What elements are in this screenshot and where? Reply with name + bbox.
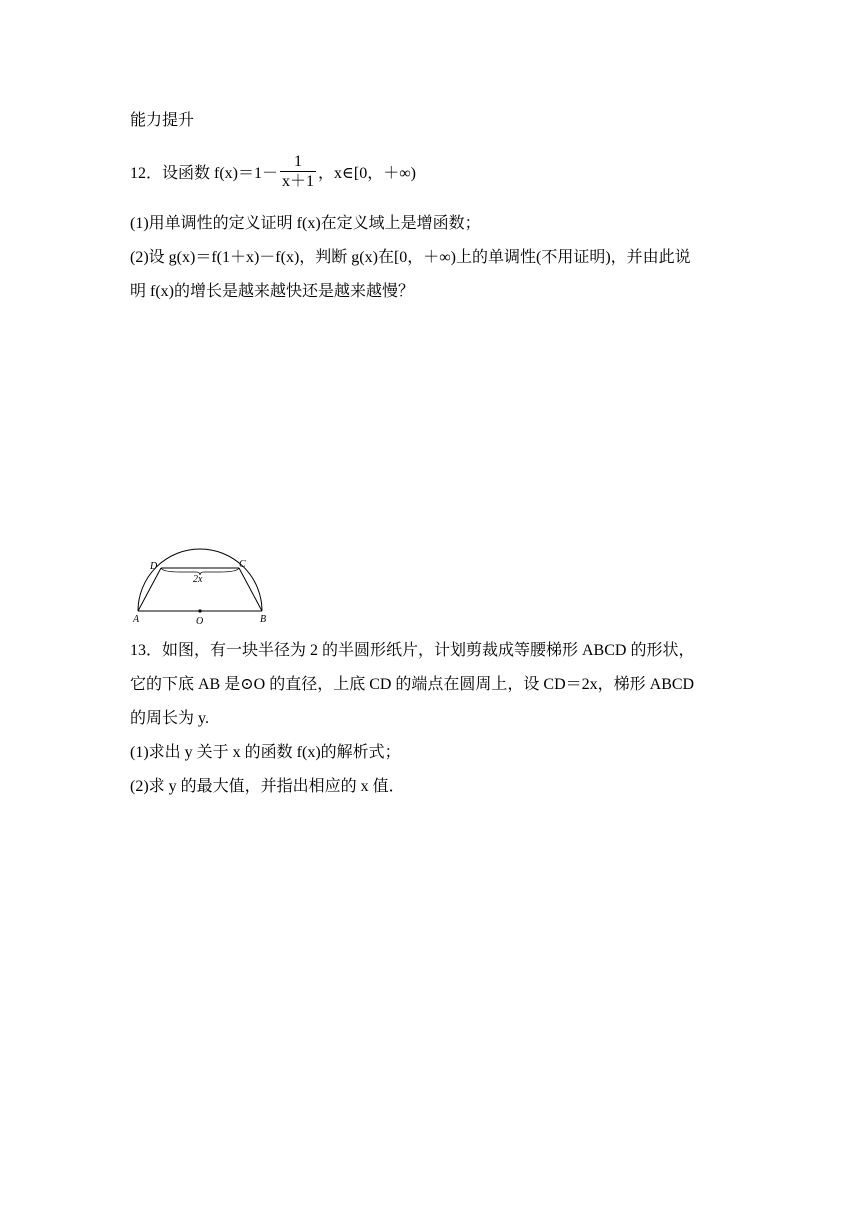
center-point-o — [198, 609, 201, 612]
label-cd-length: 2x — [193, 574, 203, 585]
question-12-part-2-line-1: (2)设 g(x)＝f(1＋x)－f(x)，判断 g(x)在[0，＋∞)上的单调性(不用证明)，并由此说 — [130, 249, 691, 266]
question-12-part-2-line-2: 明 f(x)的增长是越来越快还是越来越慢？ — [130, 283, 414, 300]
question-13-part-1: (1)求出 y 关于 x 的函数 f(x)的解析式； — [130, 744, 401, 761]
label-o: O — [196, 616, 204, 627]
label-b: B — [260, 614, 267, 625]
question-13-line-2: 它的下底 AB 是⊙O 的直径，上底 CD 的端点在圆周上，设 CD＝2x，梯形 ABCD — [130, 676, 695, 693]
trapezoid-semicircle-figure — [130, 548, 270, 628]
label-a: A — [133, 614, 140, 625]
question-13-line-1: 13．如图，有一块半径为 2 的半圆形纸片，计划剪裁成等腰梯形 ABCD 的形状， — [130, 642, 695, 659]
q12-stem-prefix: 12．设函数 f(x)＝1－ — [130, 165, 278, 183]
question-13-part-2: (2)求 y 的最大值，并指出相应的 x 值． — [130, 778, 405, 795]
q12-fraction-denominator: x＋1 — [282, 173, 315, 190]
label-c: C — [239, 559, 246, 570]
section-title: 能力提升 — [130, 112, 195, 129]
q12-stem-suffix: ，x∈[0，＋∞) — [318, 165, 416, 183]
label-d: D — [150, 561, 158, 572]
q12-fraction-numerator: 1 — [294, 153, 302, 170]
question-12-part-1: (1)用单调性的定义证明 f(x)在定义域上是增函数； — [130, 215, 481, 232]
question-12-stem — [130, 155, 416, 194]
q12-fraction — [280, 153, 316, 192]
question-13-line-3: 的周长为 y. — [130, 710, 209, 727]
